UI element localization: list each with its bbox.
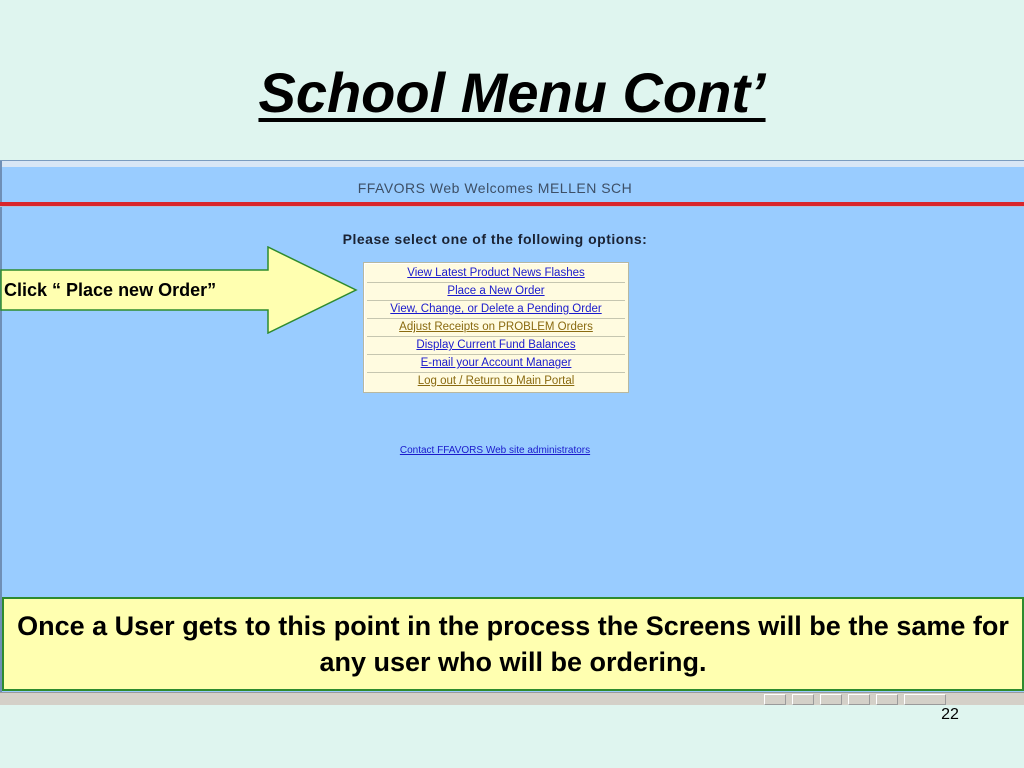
page-number: 22: [941, 706, 959, 723]
status-cell: [792, 694, 814, 705]
status-cell: [764, 694, 786, 705]
contact-admin-link[interactable]: Contact FFAVORS Web site administrators: [399, 445, 591, 456]
status-cell: [904, 694, 946, 705]
status-cell: [876, 694, 898, 705]
status-cell: [848, 694, 870, 705]
menu-view-news-flashes[interactable]: View Latest Product News Flashes: [367, 265, 625, 283]
note-box: [2, 597, 1024, 691]
browser-top-edge: [0, 161, 1024, 167]
slide-title-text: School Menu Cont’: [258, 61, 766, 124]
options-menu: [363, 262, 629, 393]
menu-pending-order[interactable]: View, Change, or Delete a Pending Order: [367, 301, 625, 319]
browser-status-bar: [0, 692, 1024, 705]
callout-label: Click “ Place new Order”: [4, 280, 217, 300]
instruction-text: Please select one of the following options:: [342, 231, 648, 247]
menu-logout[interactable]: Log out / Return to Main Portal: [417, 375, 575, 387]
note-text: Once a User gets to this point in the process the Screens will be the same for any user who will be ordering.: [17, 610, 1009, 677]
header-divider-shadow: [0, 206, 1024, 207]
menu-adjust-receipts[interactable]: Adjust Receipts on PROBLEM Orders: [367, 319, 625, 337]
slide-title: [0, 62, 1024, 124]
menu-fund-balances[interactable]: Display Current Fund Balances: [367, 337, 625, 355]
welcome-banner: FFAVORS Web Welcomes MELLEN SCH: [357, 180, 633, 196]
menu-email-manager[interactable]: E-mail your Account Manager: [367, 355, 625, 373]
status-cell: [820, 694, 842, 705]
menu-place-new-order[interactable]: Place a New Order: [367, 283, 625, 301]
